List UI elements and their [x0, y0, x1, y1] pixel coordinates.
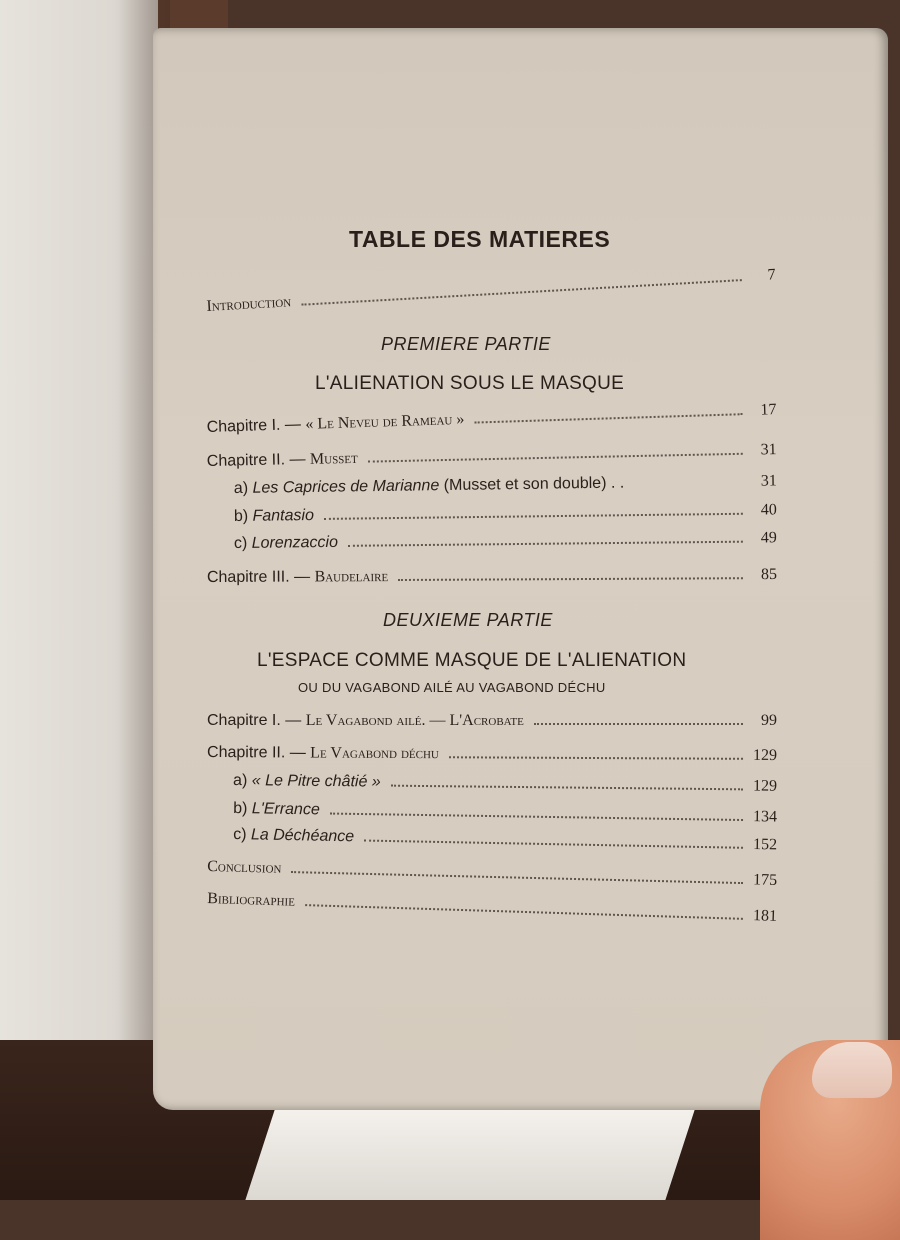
page-number: 134	[752, 808, 778, 826]
part-heading: PREMIERE PARTIE	[381, 334, 551, 354]
toc-entry-chapter	[206, 397, 776, 437]
page-number: 17	[760, 401, 777, 419]
section-name: Lorenzaccio	[251, 533, 339, 552]
section-name: Fantasio	[252, 507, 315, 525]
page-number: 129	[752, 777, 778, 795]
leader-dots	[534, 723, 743, 725]
section-letter: b)	[233, 507, 253, 526]
thumbnail-nail	[812, 1042, 892, 1098]
page-number: 152	[752, 835, 778, 854]
page-number: 49	[760, 529, 777, 547]
toc-entry-section	[233, 822, 777, 854]
part-heading: DEUXIEME PARTIE	[383, 610, 553, 630]
section-letter: b)	[233, 800, 252, 818]
toc-entry-chapter	[207, 740, 777, 765]
chapter-prefix: Chapitre I. —	[207, 712, 306, 729]
leader-dots	[634, 486, 743, 488]
section-name: La Déchéance	[250, 826, 355, 846]
section-letter: a)	[233, 772, 252, 790]
toc-entry-section	[234, 497, 777, 526]
section-letter: c)	[233, 826, 252, 844]
toc-entry-section	[233, 796, 777, 827]
toc-entry-section	[233, 768, 777, 796]
chapter-prefix: Chapitre III. —	[206, 568, 315, 586]
page-number: 31	[760, 441, 777, 459]
toc-entry-introduction	[206, 262, 776, 316]
chapter-prefix: Chapitre II. —	[206, 450, 311, 471]
chapter-prefix: Chapitre II. —	[207, 744, 311, 762]
leader-dots	[305, 904, 743, 920]
toc-entry-chapter	[207, 708, 777, 730]
leader-dots	[364, 840, 743, 849]
chapter-name: Baudelaire	[314, 568, 389, 586]
toc-entry-section	[234, 468, 777, 498]
section-name: L'Errance	[251, 800, 320, 819]
part-subtitle: OU DU VAGABOND AILÉ AU VAGABOND DÉCHU	[298, 680, 606, 695]
chapter-name: Le Vagabond ailé. — L'Acrobate	[305, 712, 524, 729]
leader-dots	[368, 453, 743, 463]
leader-dots	[330, 813, 743, 821]
leader-dots	[391, 785, 743, 791]
page-number: 40	[760, 501, 777, 519]
section-letter: a)	[233, 479, 253, 498]
toc-entry-conclusion	[207, 854, 777, 890]
part-title: L'ESPACE COMME MASQUE DE L'ALIENATION	[257, 650, 687, 671]
entry-label: Bibliographie	[207, 890, 296, 910]
chapter-name: Le Vagabond déchu	[310, 744, 439, 763]
white-surface	[245, 1110, 694, 1200]
chapter-prefix: Chapitre I. —	[206, 415, 306, 437]
page-number: 175	[752, 871, 778, 889]
section-note: (Musset et son double) . .	[439, 474, 625, 495]
entry-label: Conclusion	[207, 858, 282, 877]
toc-entry-section	[234, 525, 777, 553]
page-number: 85	[760, 566, 777, 584]
section-name: Les Caprices de Marianne	[252, 477, 440, 497]
book-page	[153, 28, 888, 1110]
toc-title: TABLE DES MATIERES	[349, 226, 611, 252]
entry-label: Introduction	[205, 293, 292, 316]
section-letter: c)	[233, 534, 252, 553]
toc-entry-chapter	[207, 437, 777, 471]
toc-entry-bibliographie	[207, 886, 777, 926]
chapter-name: Musset	[309, 449, 358, 468]
leader-dots	[291, 871, 743, 884]
leader-dots	[301, 279, 742, 306]
page-number: 99	[761, 712, 777, 729]
page-number: 129	[752, 746, 778, 764]
leader-dots	[449, 756, 743, 760]
toc-entry-chapter	[207, 562, 777, 587]
leader-dots	[324, 513, 743, 520]
page-number: 31	[760, 472, 777, 490]
part-title: L'ALIENATION SOUS LE MASQUE	[315, 373, 625, 394]
leader-dots	[398, 577, 743, 581]
chapter-name: « Le Neveu de Rameau »	[305, 410, 465, 433]
page-number: 7	[767, 266, 777, 284]
leader-dots	[474, 413, 742, 423]
leader-dots	[348, 541, 743, 547]
section-name: « Le Pitre châtié »	[251, 772, 381, 791]
table-of-contents	[153, 28, 888, 1110]
page-number: 181	[752, 907, 778, 925]
